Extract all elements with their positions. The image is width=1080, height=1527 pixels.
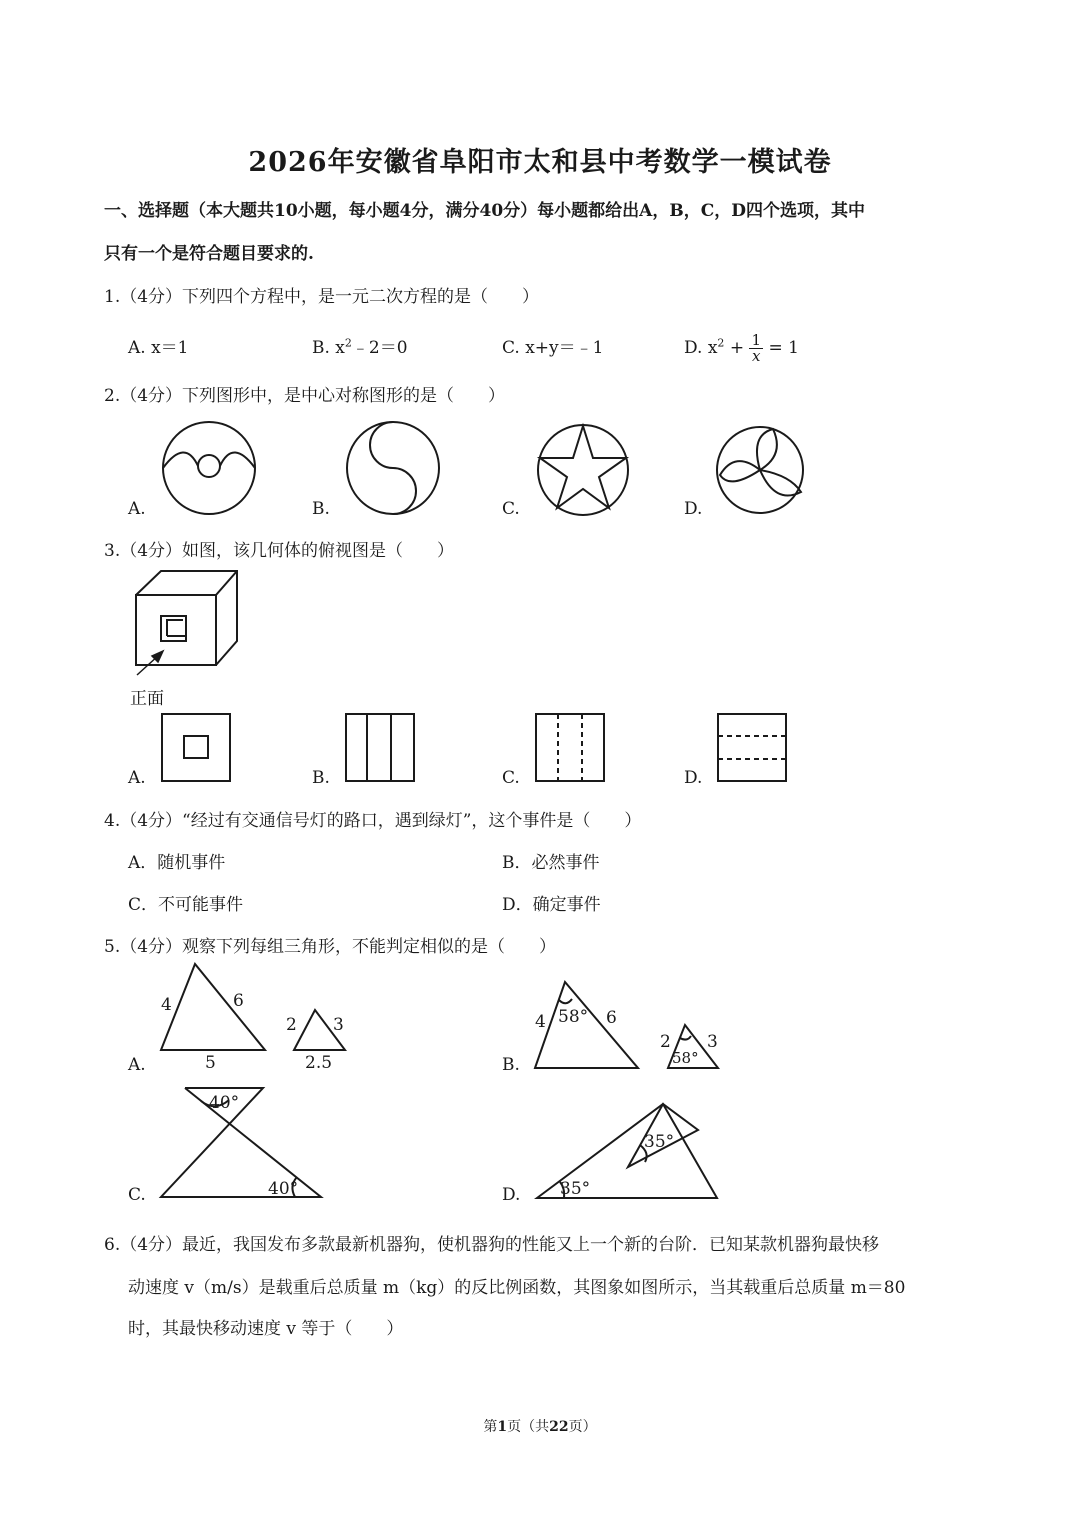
footer-total-pages: 22 bbox=[549, 1419, 569, 1435]
fraction-denominator: x bbox=[752, 347, 761, 365]
q3-label-d: D. bbox=[684, 768, 703, 788]
view-outline bbox=[718, 714, 786, 781]
q2-figure-a bbox=[160, 418, 260, 518]
side-label: 4 bbox=[161, 995, 172, 1015]
right-arc bbox=[220, 452, 255, 468]
inner-circle bbox=[198, 455, 220, 477]
side-label: 2 bbox=[286, 1015, 297, 1035]
question-2-stem: 2.（4分）下列图形中，是中心对称图形的是（ ） bbox=[104, 386, 506, 406]
hole-inner bbox=[167, 620, 183, 636]
question-3-stem: 3.（4分）如图，该几何体的俯视图是（ ） bbox=[104, 541, 455, 561]
angle-arc bbox=[559, 999, 572, 1003]
view-outline bbox=[346, 714, 414, 781]
q5-label-c: C. bbox=[128, 1185, 146, 1205]
question-6-line3: 时，其最快移动速度 v 等于（ ） bbox=[128, 1319, 404, 1339]
q3-view-a bbox=[160, 712, 234, 784]
side-label: 6 bbox=[606, 1008, 617, 1028]
footer-prefix: 第 bbox=[483, 1419, 498, 1435]
q2-figure-b bbox=[344, 418, 444, 518]
outer-circle bbox=[163, 422, 255, 514]
angle-label: 58° bbox=[558, 1007, 589, 1027]
question-5-stem: 5.（4分）观察下列每组三角形，不能判定相似的是（ ） bbox=[104, 937, 557, 957]
q1-option-d-plus: + bbox=[729, 338, 745, 358]
q4-option-a: A．随机事件 bbox=[128, 853, 226, 873]
q4-option-c: C．不可能事件 bbox=[128, 895, 244, 915]
q1-option-b-base: B. x bbox=[312, 338, 345, 358]
q2-label-a: A. bbox=[128, 499, 146, 519]
section-heading-line2: 只有一个是符合题目要求的. bbox=[104, 244, 314, 264]
q2-label-c: C. bbox=[502, 499, 520, 519]
front-label: 正面 bbox=[130, 689, 164, 709]
angle-label: 35° bbox=[644, 1132, 675, 1152]
q2-figure-c bbox=[535, 420, 635, 520]
angle-label: 35° bbox=[560, 1179, 591, 1199]
page-footer bbox=[0, 1416, 1080, 1436]
petal-top bbox=[757, 429, 777, 470]
q3-view-b bbox=[344, 712, 418, 784]
q5-figure-b bbox=[530, 975, 730, 1075]
fraction-numerator: 1 bbox=[751, 331, 762, 349]
q1-option-a: A. x＝1 bbox=[128, 338, 189, 358]
q1-option-c: C. x+y＝﹣1 bbox=[502, 338, 604, 358]
angle-arc bbox=[680, 1036, 691, 1040]
cube-edge bbox=[216, 571, 237, 595]
question-6-line2: 动速度 v（m/s）是载重后总质量 m（kg）的反比例函数，其图象如图所示，当其载重后总质量 m＝80 bbox=[128, 1278, 906, 1298]
view-outline bbox=[162, 714, 230, 781]
q5-label-b: B. bbox=[502, 1055, 520, 1075]
question-1-stem: 1.（4分）下列四个方程中，是一元二次方程的是（ ） bbox=[104, 287, 540, 307]
q2-figure-d bbox=[715, 420, 815, 520]
angle-label: 40° bbox=[209, 1093, 240, 1113]
angle-label: 40° bbox=[268, 1179, 299, 1199]
s-curve bbox=[370, 422, 416, 514]
side-label: 2 bbox=[660, 1032, 671, 1052]
q4-option-b: B．必然事件 bbox=[502, 853, 600, 873]
outer-circle bbox=[538, 425, 628, 515]
q3-label-a: A. bbox=[128, 768, 146, 788]
side-label: 6 bbox=[233, 991, 244, 1011]
q1-option-b-rest: ﹣2＝0 bbox=[351, 338, 408, 358]
side-label: 5 bbox=[205, 1053, 216, 1073]
left-arc bbox=[163, 452, 198, 468]
q1-option-d-exponent: 2 bbox=[717, 336, 725, 350]
page-title: 2026年安徽省阜阳市太和县中考数学一模试卷 bbox=[248, 147, 832, 178]
section-heading-line1: 一、选择题（本大题共10小题，每小题4分，满分40分）每小题都给出A，B，C，D四个选项，其中 bbox=[104, 201, 865, 221]
q2-label-b: B. bbox=[312, 499, 330, 519]
q5-label-a: A. bbox=[128, 1055, 146, 1075]
q1-option-d-rest: = 1 bbox=[768, 338, 799, 358]
view-inner-square bbox=[184, 736, 208, 758]
q3-view-d bbox=[716, 712, 790, 784]
footer-page-number: 1 bbox=[497, 1419, 508, 1435]
star bbox=[540, 426, 626, 508]
view-outline bbox=[536, 714, 604, 781]
angle-label: 58° bbox=[672, 1049, 699, 1067]
q5-figure-c bbox=[155, 1082, 335, 1204]
q4-option-d: D．确定事件 bbox=[502, 895, 601, 915]
question-4-stem: 4.（4分）“经过有交通信号灯的路口，遇到绿灯”，这个事件是（ ） bbox=[104, 811, 642, 831]
footer-suffix: 页） bbox=[568, 1419, 597, 1435]
q2-label-d: D. bbox=[684, 499, 703, 519]
q1-option-d-base: D. x bbox=[684, 338, 718, 358]
petal-left bbox=[720, 461, 760, 481]
q3-view-c bbox=[534, 712, 608, 784]
question-6-line1: 6.（4分）最近，我国发布多款最新机器狗，使机器狗的性能又上一个新的台阶．已知某款机器狗最快移 bbox=[104, 1235, 880, 1255]
q3-solid-figure bbox=[125, 565, 250, 680]
side-label: 3 bbox=[707, 1032, 718, 1052]
cube-front-face bbox=[136, 595, 216, 665]
side-label: 3 bbox=[333, 1015, 344, 1035]
q1-option-d bbox=[684, 333, 799, 364]
q5-figure-a bbox=[155, 958, 355, 1073]
q1-option-b bbox=[312, 333, 408, 358]
q5-label-d: D. bbox=[502, 1185, 521, 1205]
footer-mid: 页（共 bbox=[507, 1419, 550, 1435]
triangle-large bbox=[161, 964, 265, 1050]
side-label: 2.5 bbox=[305, 1053, 333, 1073]
q3-label-c: C. bbox=[502, 768, 520, 788]
petal-right bbox=[760, 470, 801, 496]
q1-option-b-exponent: 2 bbox=[344, 336, 352, 350]
q3-label-b: B. bbox=[312, 768, 330, 788]
side-label: 4 bbox=[535, 1012, 546, 1032]
q5-figure-d bbox=[530, 1098, 730, 1203]
q1-option-d-fraction bbox=[749, 333, 763, 364]
